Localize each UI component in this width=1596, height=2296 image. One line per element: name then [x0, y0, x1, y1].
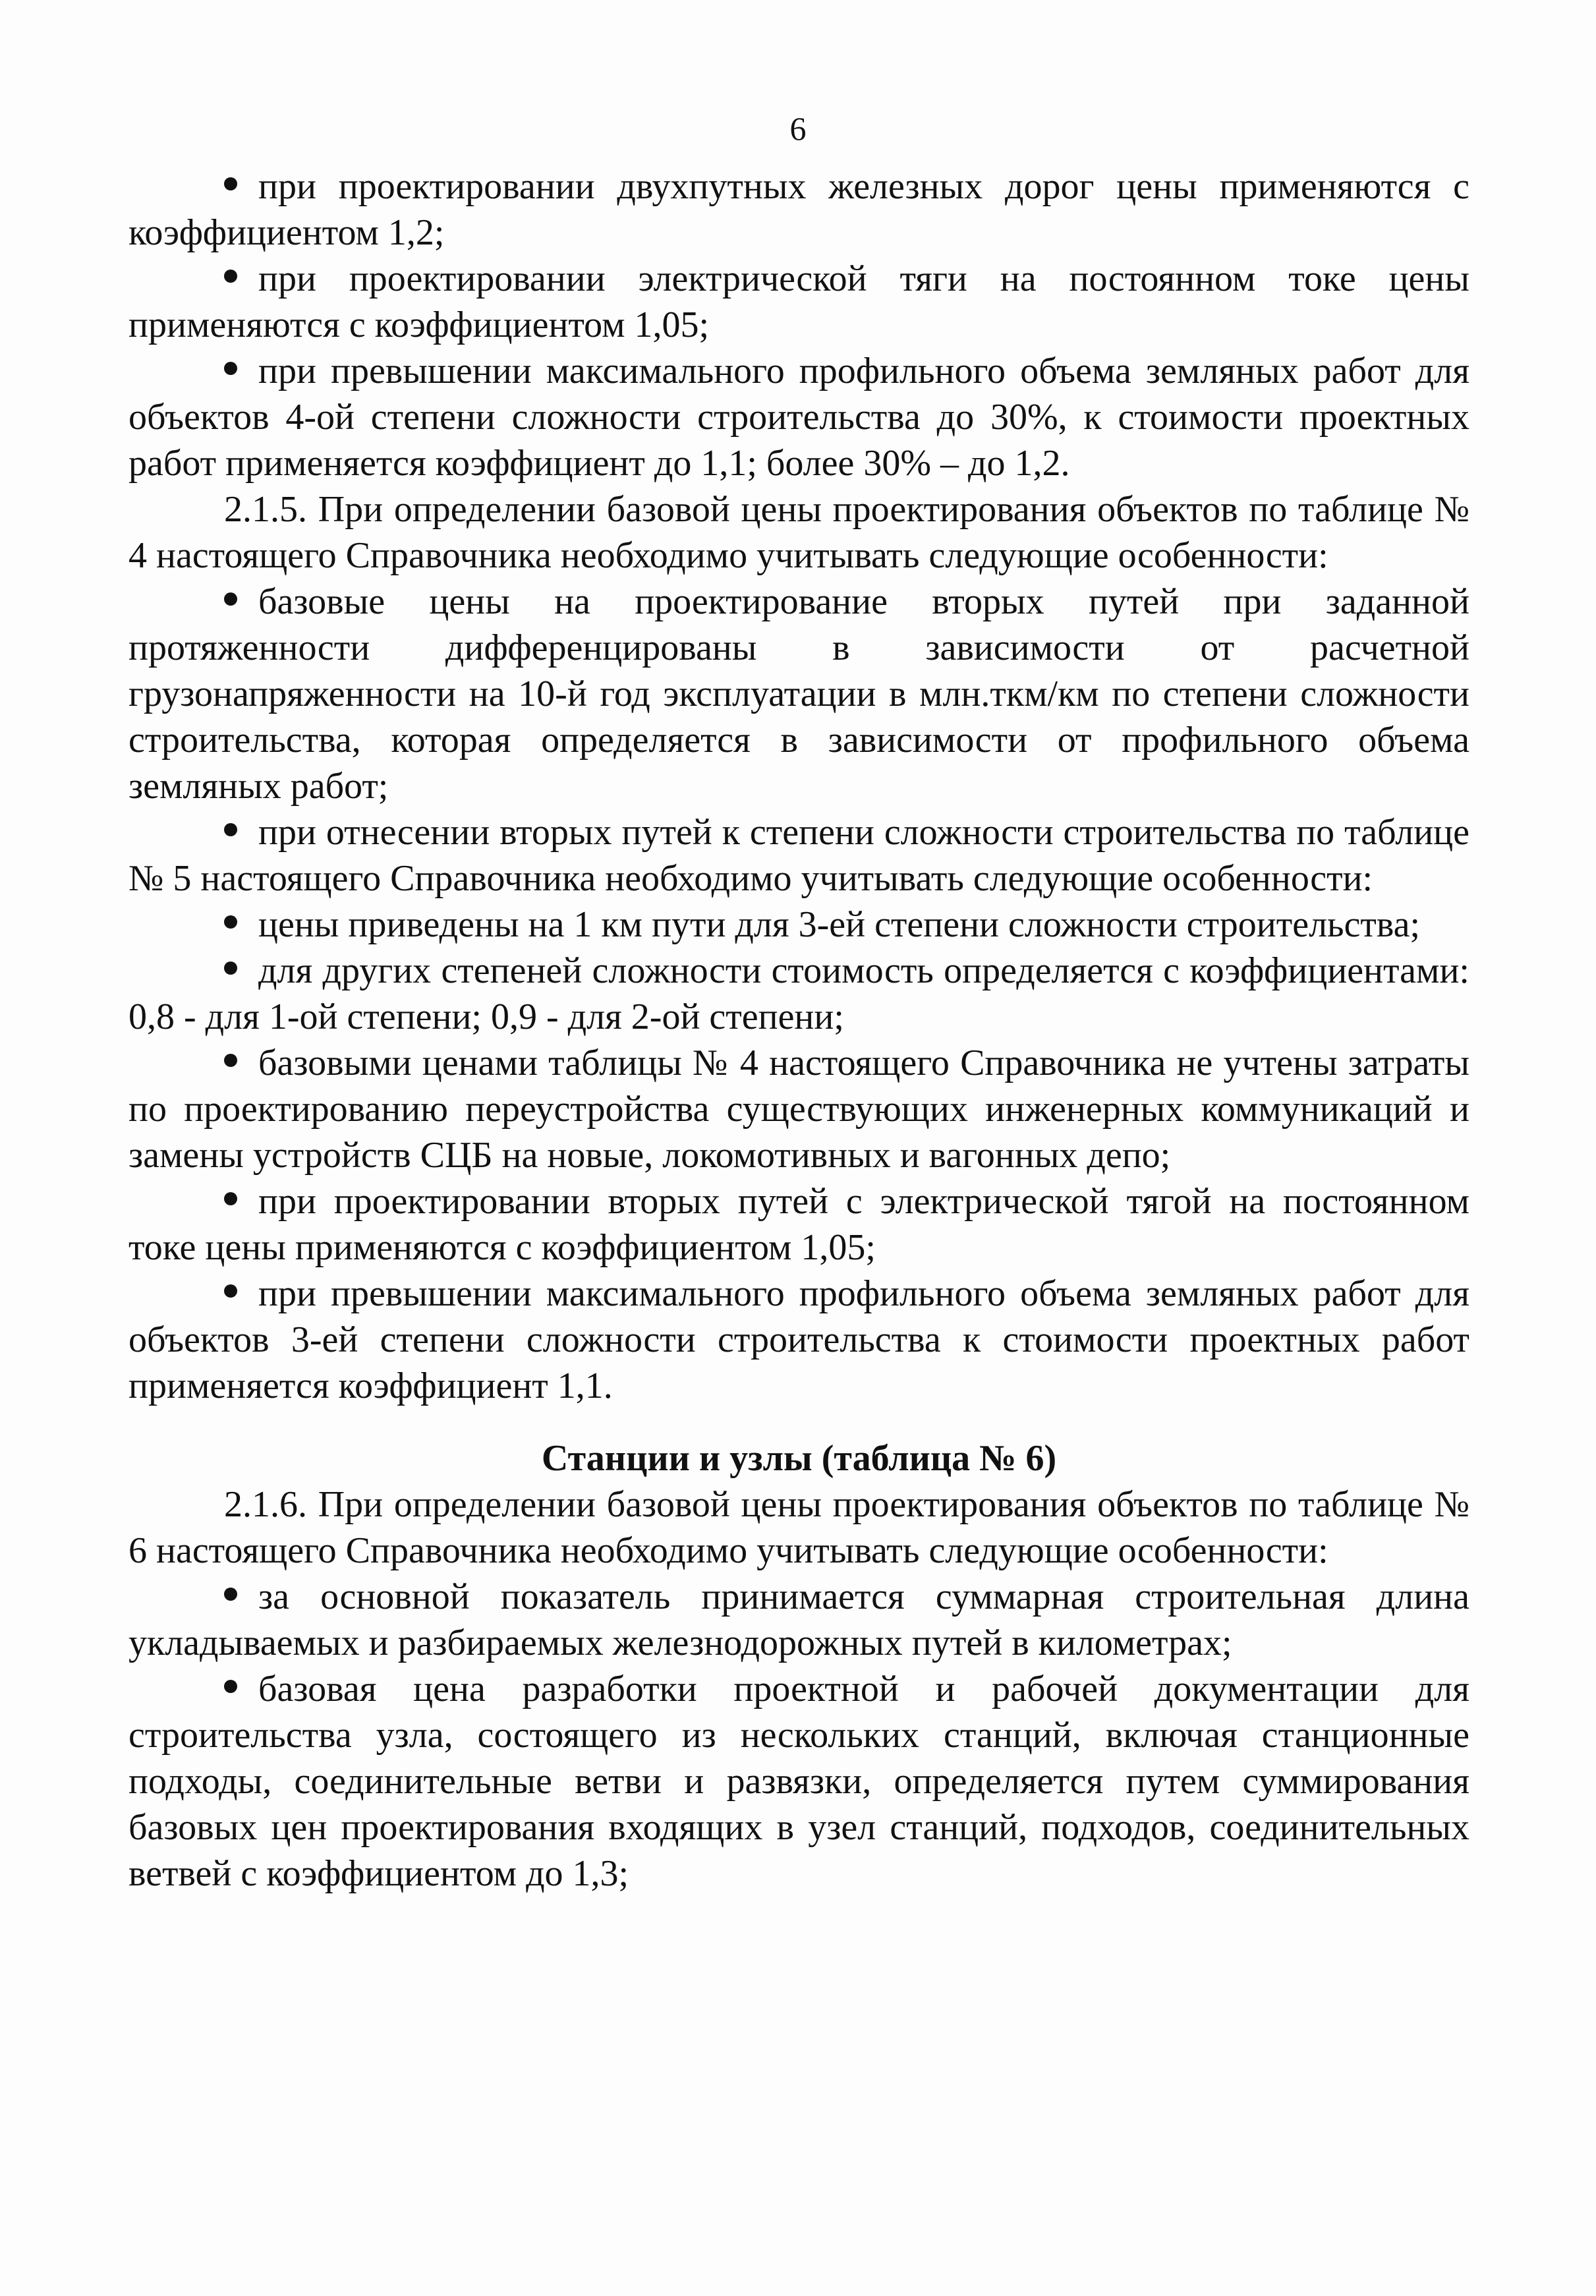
- bullet-paragraph: [128, 1271, 1469, 1409]
- numbered-paragraph: [128, 1481, 1469, 1574]
- bullet-paragraph: [128, 1040, 1469, 1178]
- bullet-paragraph: [128, 348, 1469, 486]
- paragraph-text: цены приведены на 1 км пути для 3-ей степени сложности строительства;: [258, 904, 1421, 945]
- bullet-icon: [224, 915, 237, 929]
- bullet-paragraph: [128, 256, 1469, 348]
- bullet-paragraph: [128, 948, 1469, 1040]
- bullet-icon: [224, 1284, 237, 1298]
- document-body: [128, 163, 1469, 1897]
- paragraph-text: при проектировании электрической тяги на постоянном токе цены применяются с коэффициентом 1,05;: [128, 258, 1469, 345]
- bullet-paragraph: [128, 579, 1469, 809]
- paragraph-text: базовыми ценами таблицы № 4 настоящего Справочника не учтены затраты по проектированию переустройства существующих инженерных коммуникаций и замены устройств СЦБ на новые, локомотивных и вагонных депо;: [128, 1043, 1469, 1176]
- bullet-paragraph: [128, 1574, 1469, 1666]
- paragraph-text: для других степеней сложности стоимость определяется с коэффициентами: 0,8 - для 1-ой степени; 0,9 - для 2-ой степени;: [128, 950, 1469, 1037]
- paragraph-text: за основной показатель принимается суммарная строительная длина укладываемых и разбираемых железнодорожных путей в километрах;: [128, 1576, 1469, 1663]
- bullet-paragraph: [128, 1178, 1469, 1271]
- paragraph-text: 2.1.6. При определении базовой цены проектирования объектов по таблице № 6 настоящего Справочника необходимо учитывать следующие особенности:: [128, 1484, 1469, 1571]
- bullet-icon: [224, 592, 237, 606]
- paragraph-text: при превышении максимального профильного объема земляных работ для объектов 4-ой степени сложности строительства до 30%, к стоимости проектных работ применяется коэффициент до 1,1; более 30% – до 1,2.: [128, 351, 1469, 484]
- bullet-paragraph: [128, 902, 1469, 948]
- paragraph-text: при проектировании двухпутных железных дорог цены применяются с коэффициентом 1,2;: [128, 166, 1469, 253]
- section-heading: Станции и узлы (таблица № 6): [541, 1438, 1057, 1479]
- bullet-paragraph: [128, 163, 1469, 256]
- bullet-icon: [224, 823, 237, 836]
- paragraph-text: при превышении максимального профильного объема земляных работ для объектов 3-ей степени сложности строительства к стоимости проектных работ применяется коэффициент 1,1.: [128, 1273, 1469, 1406]
- paragraph-text: базовые цены на проектирование вторых путей при заданной протяженности дифференцированы в зависимости от расчетной грузонапряженности на 10-й год эксплуатации в млн.ткм/км по степени сложности строительства, которая определяется в зависимости от профильного объема земляных работ;: [128, 581, 1469, 807]
- bullet-icon: [224, 1588, 237, 1601]
- bullet-icon: [224, 961, 237, 975]
- paragraph-text: базовая цена разработки проектной и рабочей документации для строительства узла, состоящего из нескольких станций, включая станционные подходы, соединительные ветви и развязки, определяется путем суммирования базовых цен проектирования входящих в узел станций, подходов, соединительных ветвей с коэффициентом до 1,3;: [128, 1669, 1469, 1894]
- numbered-paragraph: [128, 486, 1469, 579]
- bullet-icon: [224, 177, 237, 190]
- paragraph-text: при отнесении вторых путей к степени сложности строительства по таблице № 5 настоящего Справочника необходимо учитывать следующие особенности:: [128, 812, 1469, 899]
- bullet-paragraph: [128, 1666, 1469, 1897]
- page-number: 6: [789, 110, 807, 147]
- bullet-icon: [224, 1054, 237, 1067]
- paragraph-text: 2.1.5. При определении базовой цены проектирования объектов по таблице № 4 настоящего Справочника необходимо учитывать следующие особенности:: [128, 489, 1469, 576]
- bullet-icon: [224, 1192, 237, 1205]
- bullet-icon: [224, 270, 237, 283]
- bullet-icon: [224, 362, 237, 375]
- bullet-icon: [224, 1680, 237, 1693]
- bullet-paragraph: [128, 809, 1469, 902]
- paragraph-text: при проектировании вторых путей с электрической тягой на постоянном токе цены применяются с коэффициентом 1,05;: [128, 1181, 1469, 1268]
